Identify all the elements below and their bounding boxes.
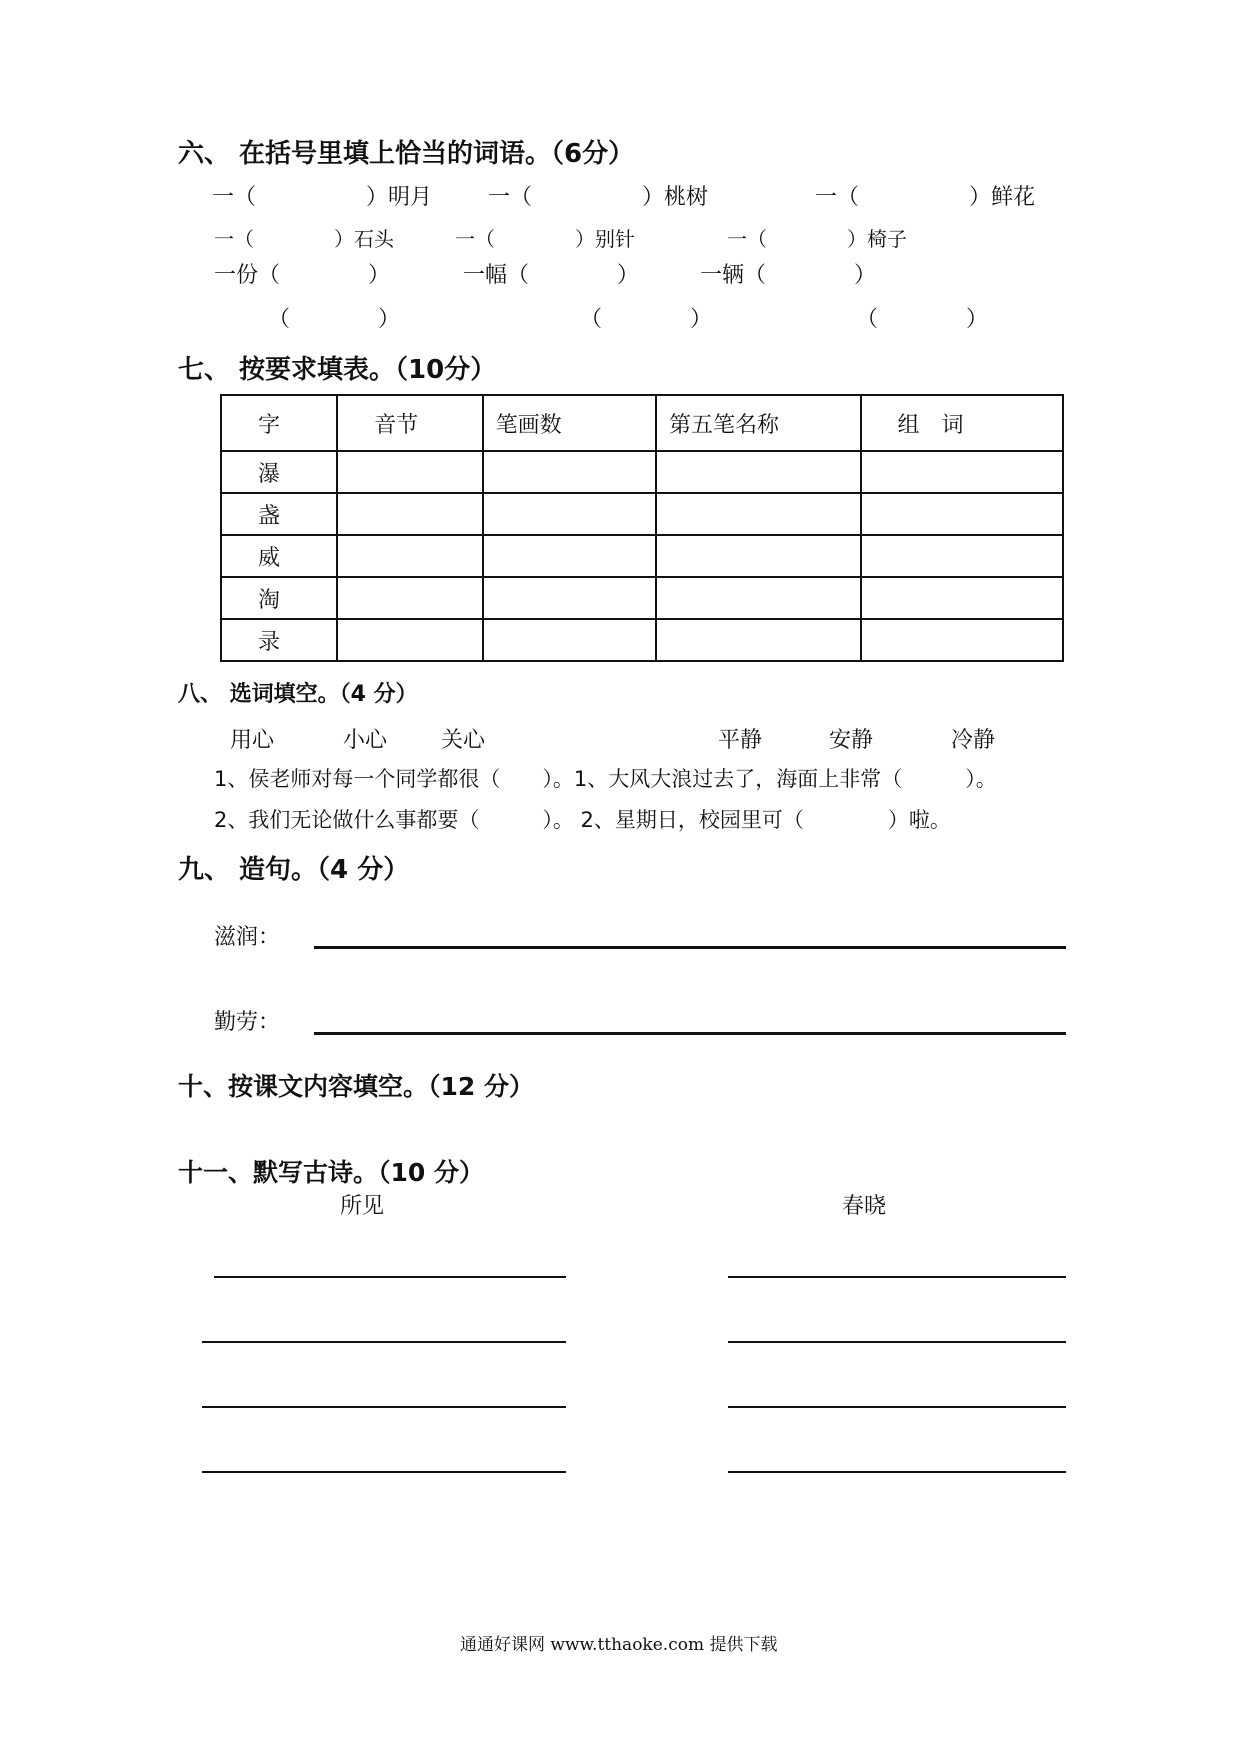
poem-line [202,1471,566,1473]
blank-item: 一（ ）椅子 [727,227,907,251]
fill-sentence: 2、我们无论做什么事都要（ ）。 2、星期日，校园里可（ ）啦。 [214,808,951,832]
table-header: 笔画数 [483,395,656,451]
table-header: 音节 [337,395,482,451]
poem-line [728,1406,1066,1408]
table-cell [483,619,656,661]
poem-line [202,1341,566,1343]
poem-line [202,1406,566,1408]
section-8-title: 八、 选词填空。（4 分） [178,682,418,707]
sentence-word: 勤劳： [214,1010,281,1035]
table-cell [337,535,482,577]
poem-line [728,1471,1066,1473]
word-choice: 冷静 [951,728,996,753]
blank-item: 一（ ）石头 [214,227,394,251]
blank-item: 一（ ）桃树 [488,185,709,210]
blank-item: 一（ ）明月 [212,185,433,210]
blank-item: 一（ ）别针 [455,227,635,251]
blank-item: （ ） [856,307,989,332]
table-char: 盏 [221,493,337,535]
word-choice: 安静 [829,728,874,753]
poem-title: 春晓 [842,1194,887,1219]
blank-item: （ ） [580,307,713,332]
table-char: 淘 [221,577,337,619]
poem-line [728,1341,1066,1343]
fill-sentence: 1、侯老师对每一个同学都很（ ）。1、大风大浪过去了，海面上非常（ ）。 [214,767,997,791]
poem-line [214,1276,566,1278]
table-cell [337,619,482,661]
table-cell [483,577,656,619]
word-choice: 小心 [343,728,388,753]
table-header: 字 [221,395,337,451]
word-choice: 用心 [230,728,275,753]
table-cell [337,493,482,535]
table-char: 瀑 [221,451,337,493]
table-char: 录 [221,619,337,661]
table-cell [656,619,860,661]
table-cell [656,451,860,493]
sentence-word: 滋润： [214,925,281,950]
word-choice: 平静 [718,728,763,753]
table-cell [861,535,1064,577]
blank-item: （ ） [268,307,401,332]
section-10-title: 十、按课文内容填空。（12 分） [178,1072,534,1101]
word-choice: 关心 [441,728,486,753]
fill-table [220,394,1064,662]
table-char: 威 [221,535,337,577]
page-footer: 通通好课网 www.tthaoke.com 提供下载 [460,1635,778,1655]
table-cell [483,451,656,493]
table-cell [656,577,860,619]
blank-item: 一（ ）鲜花 [815,185,1036,210]
table-cell [861,619,1064,661]
table-cell [337,451,482,493]
blank-item: 一幅（ ） [463,263,640,288]
table-cell [483,493,656,535]
poem-line [728,1276,1066,1278]
answer-line [314,1032,1066,1035]
table-cell [337,577,482,619]
answer-line [314,946,1066,949]
section-11-title: 十一、默写古诗。（10 分） [178,1158,484,1187]
table-header: 组 词 [861,395,1064,451]
poem-title: 所见 [340,1194,385,1219]
section-6-title: 六、 在括号里填上恰当的词语。（6分） [178,139,635,169]
table-cell [861,577,1064,619]
blank-item: 一份（ ） [214,263,391,288]
section-9-title: 九、 造句。（4 分） [178,855,410,885]
section-7-title: 七、 按要求填表。（10分） [178,355,497,385]
table-cell [483,535,656,577]
table-cell [861,451,1064,493]
blank-item: 一辆（ ） [700,263,877,288]
table-header: 第五笔名称 [656,395,860,451]
table-cell [861,493,1064,535]
table-cell [656,535,860,577]
table-cell [656,493,860,535]
